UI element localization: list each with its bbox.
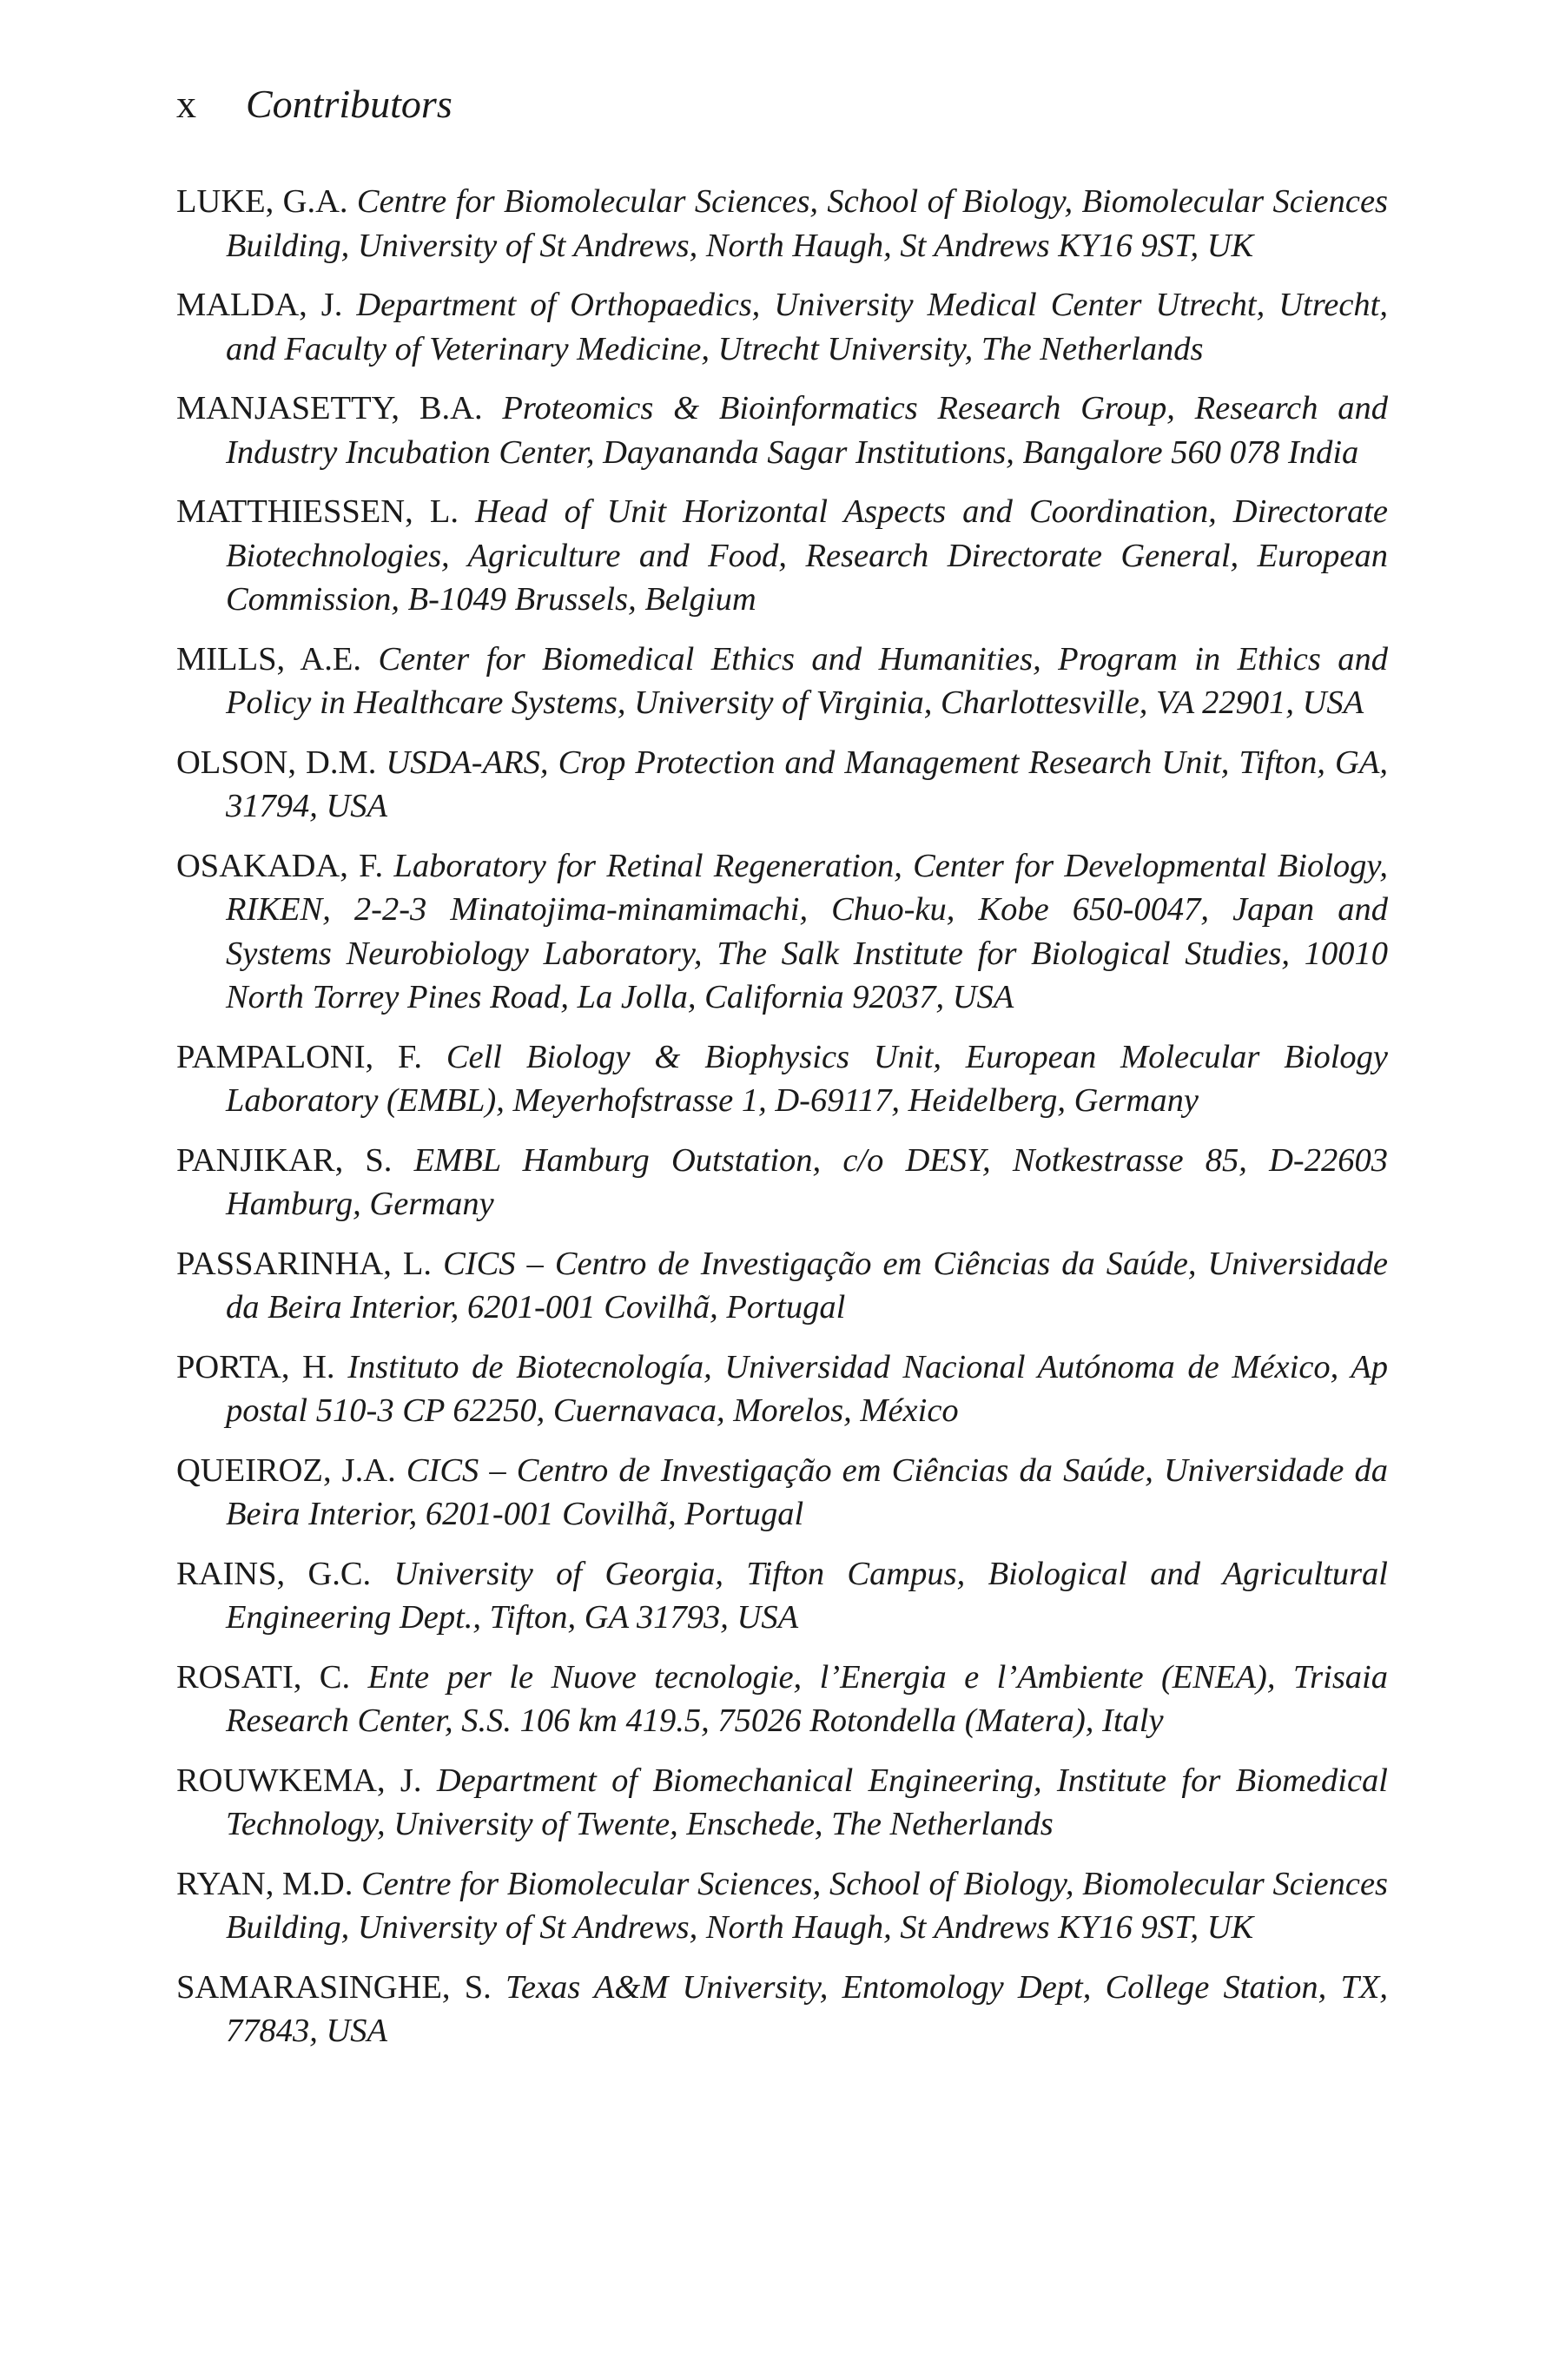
section-title: Contributors xyxy=(246,82,453,126)
contributor-list xyxy=(176,180,1388,2069)
contributor-affiliation: Centre for Biomolecular Sciences, School of Biology, Biomolecular Sciences Building, University of St Andrews, North Haugh, St Andrews KY16 9ST, UK xyxy=(226,183,1389,264)
contributor-name: PASSARINHA, L. xyxy=(176,1245,433,1282)
contributor-affiliation: EMBL Hamburg Outstation, c/o DESY, Notkestrasse 85, D-22603 Hamburg, Germany xyxy=(226,1141,1388,1222)
contributor-affiliation: Proteomics & Bioinformatics Research Group, Research and Industry Incubation Center, Dayananda Sagar Institutions, Bangalore 560 078 India xyxy=(226,390,1388,471)
contributor-affiliation: Head of Unit Horizontal Aspects and Coordination, Directorate Biotechnologies, Agriculture and Food, Research Directorate General, European Commission, B-1049 Brussels, Belgium xyxy=(226,493,1389,618)
contributor-name: RAINS, G.C. xyxy=(176,1555,372,1592)
contributor-entry xyxy=(176,1759,1388,1847)
contributor-entry xyxy=(176,1139,1388,1226)
contributor-entry xyxy=(176,1656,1388,1743)
contributor-entry xyxy=(176,1345,1388,1433)
contributor-entry xyxy=(176,1449,1388,1537)
contributor-entry xyxy=(176,1552,1388,1640)
contributor-affiliation: CICS – Centro de Investigação em Ciências da Saúde, Universidade da Beira Interior, 6201-001 Covilhã, Portugal xyxy=(226,1451,1389,1532)
contributor-affiliation: Cell Biology & Biophysics Unit, European Molecular Biology Laboratory (EMBL), Meyerhofstrasse 1, D-69117, Heidelberg, Germany xyxy=(226,1038,1389,1119)
contributor-affiliation: Texas A&M University, Entomology Dept, College Station, TX, 77843, USA xyxy=(226,1968,1389,2049)
contributor-entry xyxy=(176,741,1388,829)
contributor-name: PORTA, H. xyxy=(176,1348,335,1385)
contributor-name: MANJASETTY, B.A. xyxy=(176,390,483,426)
contributor-name: PAMPALONI, F. xyxy=(176,1038,422,1075)
contributor-affiliation: Instituto de Biotecnología, Universidad Nacional Autónoma de México, Ap postal 510-3 CP 62250, Cuernavaca, Morelos, México xyxy=(226,1348,1389,1429)
contributor-entry xyxy=(176,180,1388,268)
contributor-entry xyxy=(176,1242,1388,1330)
contributor-name: MALDA, J. xyxy=(176,287,343,323)
contributor-name: MILLS, A.E. xyxy=(176,640,361,678)
contributor-name: LUKE, G.A. xyxy=(176,183,348,220)
contributor-affiliation: University of Georgia, Tifton Campus, Biological and Agricultural Engineering Dept., Tifton, GA 31793, USA xyxy=(226,1555,1388,1636)
contributor-entry xyxy=(176,1966,1388,2053)
contributor-name: ROSATI, C. xyxy=(176,1658,351,1696)
contributor-affiliation: Center for Biomedical Ethics and Humanities, Program in Ethics and Policy in Healthcare Systems, University of Virginia, Charlottesville, VA 22901, USA xyxy=(226,640,1388,721)
contributor-entry xyxy=(176,490,1388,622)
contributor-entry xyxy=(176,1035,1388,1123)
contributor-affiliation: Laboratory for Retinal Regeneration, Center for Developmental Biology, RIKEN, 2-2-3 Minatojima-minamimachi, Chuo-ku, Kobe 650-0047, Japan and Systems Neurobiology Laboratory, The Salk Institute for Biological Studies, 10010 North Torrey Pines Road, La Jolla, California 92037, USA xyxy=(226,847,1389,1015)
contributor-name: OLSON, D.M. xyxy=(176,744,377,781)
contributor-name: ROUWKEMA, J. xyxy=(176,1762,422,1799)
contributor-name: OSAKADA, F. xyxy=(176,847,384,884)
contributor-entry xyxy=(176,844,1388,1020)
contributor-affiliation: Centre for Biomolecular Sciences, School of Biology, Biomolecular Sciences Building, University of St Andrews, North Haugh, St Andrews KY16 9ST, UK xyxy=(226,1865,1389,1946)
page-number: x xyxy=(176,82,196,126)
contributor-affiliation: USDA-ARS, Crop Protection and Management Research Unit, Tifton, GA, 31794, USA xyxy=(226,744,1388,824)
running-head xyxy=(176,80,453,129)
contributor-entry xyxy=(176,638,1388,725)
contributor-entry xyxy=(176,387,1388,474)
contributor-name: MATTHIESSEN, L. xyxy=(176,493,459,530)
contributor-name: QUEIROZ, J.A. xyxy=(176,1451,396,1489)
contributor-entry xyxy=(176,283,1388,371)
contributor-affiliation: Department of Orthopaedics, University Medical Center Utrecht, Utrecht, and Faculty of Veterinary Medicine, Utrecht University, The Netherlands xyxy=(226,287,1388,367)
contributor-affiliation: CICS – Centro de Investigação em Ciências da Saúde, Universidade da Beira Interior, 6201-001 Covilhã, Portugal xyxy=(226,1245,1388,1326)
contributor-entry xyxy=(176,1862,1388,1950)
contributor-name: PANJIKAR, S. xyxy=(176,1141,393,1179)
contributor-name: RYAN, M.D. xyxy=(176,1865,353,1902)
contributor-affiliation: Department of Biomechanical Engineering, Institute for Biomedical Technology, University of Twente, Enschede, The Netherlands xyxy=(226,1762,1389,1842)
contributor-affiliation: Ente per le Nuove tecnologie, l’Energia e l’Ambiente (ENEA), Trisaia Research Center, S.S. 106 km 419.5, 75026 Rotondella (Matera), Italy xyxy=(226,1658,1389,1739)
contributor-name: SAMARASINGHE, S. xyxy=(176,1968,492,2006)
